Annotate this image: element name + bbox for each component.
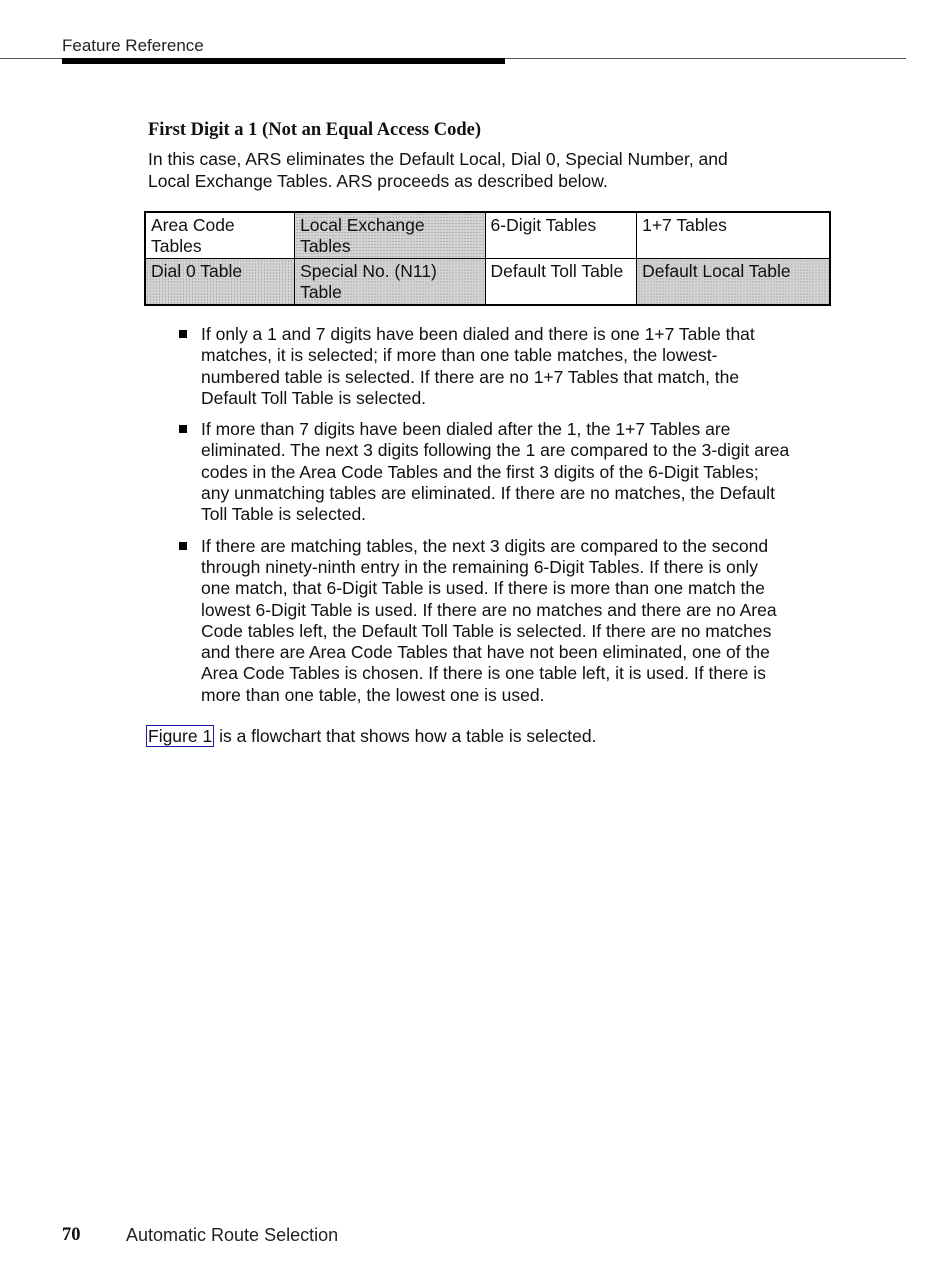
figure-1-link[interactable]: Figure 1 bbox=[148, 726, 213, 747]
ars-tables-grid bbox=[144, 211, 831, 306]
table-cell: Default Local Table bbox=[637, 259, 830, 306]
figure-reference-paragraph bbox=[146, 725, 808, 747]
bullet-square-icon bbox=[179, 330, 187, 338]
footer-chapter-title: Automatic Route Selection bbox=[126, 1225, 339, 1245]
figure-reference-text: is a flowchart that shows how a table is selected. bbox=[214, 726, 597, 747]
table-cell: Area Code Tables bbox=[145, 212, 295, 259]
table-row bbox=[145, 259, 830, 306]
list-item bbox=[148, 324, 791, 409]
bullet-square-icon bbox=[179, 542, 187, 550]
list-item bbox=[148, 536, 791, 706]
running-header: Feature Reference bbox=[62, 36, 204, 55]
table-cell: Local Exchange Tables bbox=[295, 212, 485, 259]
table-cell: Default Toll Table bbox=[485, 259, 637, 306]
table-cell: 6-Digit Tables bbox=[485, 212, 637, 259]
list-item-text: If only a 1 and 7 digits have been dialed and there is one 1+7 Table that matches, it is selected; if more than one table matches, the lowest-numbered table is selected. If there are no 1+7 Tables that match, the Default Toll Table is selected. bbox=[201, 324, 755, 408]
table-cell: 1+7 Tables bbox=[637, 212, 830, 259]
header-rule-accent bbox=[62, 58, 505, 64]
page-number: 70 bbox=[62, 1225, 81, 1245]
list-item-text: If more than 7 digits have been dialed after the 1, the 1+7 Tables are eliminated. The next 3 digits following the 1 are compared to the 3-digit area codes in the Area Code Tables and the first 3 digits of the 6-Digit Tables; any unmatching tables are eliminated. If there are no matches, the Default Toll Table is selected. bbox=[201, 419, 790, 525]
table-cell: Special No. (N11) Table bbox=[295, 259, 485, 306]
list-item-text: If there are matching tables, the next 3 digits are compared to the second through ninety-ninth entry in the remaining 6-Digit Tables. If there is only one match, that 6-Digit Table is used. If there is more than one match the lowest 6-Digit Table is used. If there are no matches and there are no Area Code tables left, the Default Toll Table is selected. If there are no matches and there are Area Code Tables that have not been eliminated, one of the Area Code Tables is chosen. If there is one table left, it is used. If there is more than one table, the lowest one is used. bbox=[201, 535, 777, 705]
table-row bbox=[145, 212, 830, 259]
main-content bbox=[148, 118, 808, 747]
bullet-square-icon bbox=[179, 425, 187, 433]
table-cell: Dial 0 Table bbox=[145, 259, 295, 306]
bullet-list bbox=[148, 324, 808, 706]
intro-paragraph: In this case, ARS eliminates the Default Local, Dial 0, Special Number, and Local Exchange Tables. ARS proceeds as described below. bbox=[148, 149, 728, 191]
list-item bbox=[148, 419, 791, 525]
section-title: First Digit a 1 (Not an Equal Access Code) bbox=[148, 120, 481, 140]
